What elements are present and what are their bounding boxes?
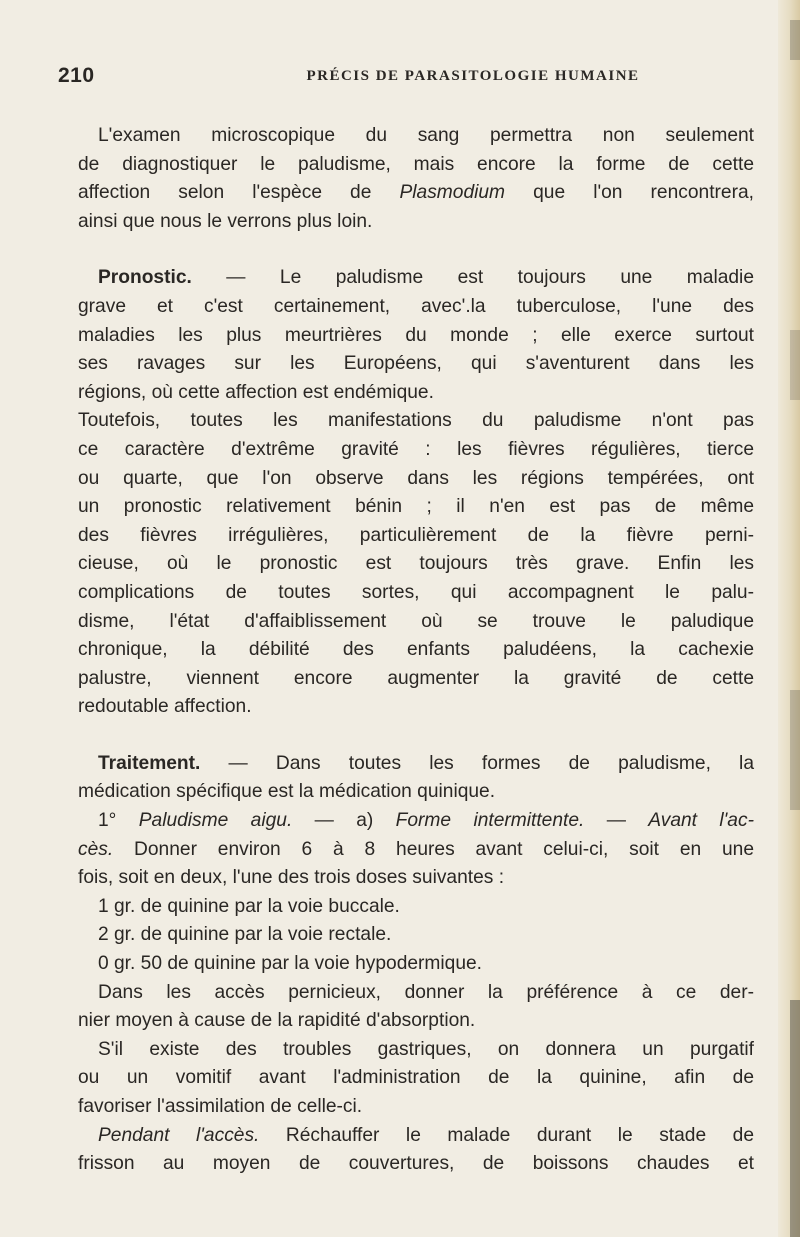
text-span: — Dans toutes les formes de paludisme, la	[200, 752, 754, 774]
text-line	[78, 264, 754, 293]
text-line	[78, 836, 754, 865]
text-span: — a)	[292, 810, 396, 832]
page-edge-shadow	[778, 0, 800, 1237]
plasmodium-term: Plasmodium	[399, 182, 506, 204]
text-span: Donner environ 6 à 8 heures avant celui-ci, soit en une	[113, 838, 754, 860]
text-line: régions, où cette affection est endémique.	[78, 381, 434, 403]
section-heading-pronostic: Pronostic.	[98, 267, 192, 289]
text-line: favoriser l'assimilation de celle-ci.	[78, 1096, 363, 1117]
text-line: ou quarte, que l'on observe dans les régions tempérées, ont	[78, 467, 754, 489]
running-title: PRÉCIS DE PARASITOLOGIE HUMAINE	[306, 68, 640, 84]
paragraph-pernicieux	[78, 979, 754, 1036]
paragraph-examen	[78, 122, 754, 236]
text-line: cieuse, où le pronostic est toujours très grave. Enfin les	[78, 553, 754, 575]
paragraph-traitement	[78, 750, 754, 807]
text-span: que l'on rencontrera,	[505, 182, 754, 204]
text-line: ses ravages sur les Européens, qui s'aventurent dans les	[78, 353, 754, 375]
text-span: affection selon l'espèce de	[78, 182, 400, 204]
text-span: —	[584, 810, 649, 832]
text-line: complications de toutes sortes, qui accompagnent le palu-	[78, 581, 754, 603]
page-number: 210	[58, 64, 95, 87]
text-line: Dans les accès pernicieux, donner la préférence à ce der-	[98, 981, 754, 1003]
text-line: Toutefois, toutes les manifestations du paludisme n'ont pas	[78, 410, 754, 432]
text-span: Réchauffer le malade durant le stade de	[259, 1124, 755, 1146]
text-line: de diagnostiquer le paludisme, mais encore la forme de cette	[78, 153, 754, 175]
text-line	[78, 807, 754, 836]
running-head	[58, 64, 748, 94]
dose-item: 0 gr. 50 de quinine par la voie hypodermique.	[98, 953, 483, 975]
paragraph-toutefois	[78, 407, 754, 722]
text-line: redoutable affection.	[78, 696, 252, 718]
text-line	[78, 1122, 754, 1151]
text-line: un pronostic relativement bénin ; il n'en est pas de même	[78, 496, 754, 518]
paragraph-pronostic	[78, 264, 754, 407]
section-heading-traitement: Traitement.	[98, 752, 201, 774]
dose-item: 2 gr. de quinine par la voie rectale.	[98, 924, 392, 946]
paragraph-paludisme-aigu	[78, 807, 754, 893]
text-line: ce caractère d'extrême gravité : les fièvres régulières, tierce	[78, 438, 754, 460]
text-line: disme, l'état d'affaiblissement où se trouve le paludique	[78, 610, 754, 632]
text-line: frisson au moyen de couvertures, de boissons chaudes et	[78, 1153, 754, 1175]
subheading-avant-acces: Avant l'ac-	[648, 810, 754, 832]
text-line: maladies les plus meurtrières du monde ; elle exerce surtout	[78, 324, 754, 346]
text-line: S'il existe des troubles gastriques, on donnera un purgatif	[98, 1038, 754, 1060]
text-span: — Le paludisme est toujours une maladie	[191, 267, 754, 289]
paragraph-troubles-gastriques	[78, 1036, 754, 1122]
subheading-forme-intermittente: Forme intermittente.	[395, 810, 585, 832]
text-line: ou un vomitif avant l'administration de la quinine, afin de	[78, 1067, 754, 1089]
text-span: cès.	[78, 838, 114, 860]
text-line	[78, 750, 754, 779]
subheading-pendant-acces: Pendant l'accès.	[98, 1124, 260, 1146]
subheading-paludisme-aigu: Paludisme aigu.	[138, 810, 293, 832]
text-line: des fièvres irrégulières, particulièrement de la fièvre perni-	[78, 524, 754, 546]
dose-item: 1 gr. de quinine par la voie buccale.	[98, 895, 400, 917]
item-number: 1°	[98, 810, 139, 832]
text-line	[78, 179, 754, 208]
text-line: chronique, la débilité des enfants paludéens, la cachexie	[78, 639, 754, 661]
paragraph-pendant-acces	[78, 1122, 754, 1179]
text-line: grave et c'est certainement, avec'.la tuberculose, l'une des	[78, 295, 754, 317]
dose-list	[78, 893, 754, 979]
text-line: palustre, viennent encore augmenter la gravité de cette	[78, 667, 754, 689]
text-line: nier moyen à cause de la rapidité d'absorption.	[78, 1010, 476, 1032]
text-line: L'examen microscopique du sang permettra non seulement	[98, 125, 754, 146]
text-line: fois, soit en deux, l'une des trois doses suivantes :	[78, 867, 505, 889]
text-line: médication spécifique est la médication quinique.	[78, 781, 496, 803]
body-text	[78, 122, 754, 1179]
text-line: ainsi que nous le verrons plus loin.	[78, 210, 373, 232]
